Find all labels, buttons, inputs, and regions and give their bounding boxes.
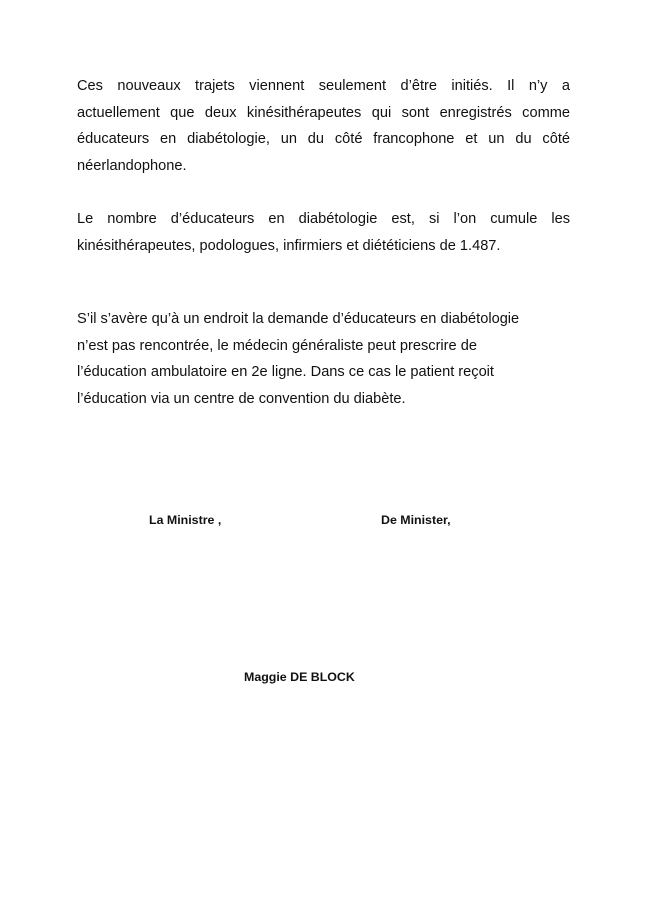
paragraph-new-trajectories bbox=[77, 73, 570, 179]
signature-name: Maggie DE BLOCK bbox=[244, 670, 355, 684]
paragraph-line: l’éducation ambulatoire en 2e ligne. Dans ce cas le patient reçoit bbox=[77, 364, 494, 380]
paragraph-line: éducateurs en diabétologie, un du côté francophone et un du côté bbox=[77, 131, 570, 147]
paragraph-ambulatory-education bbox=[77, 306, 557, 412]
paragraph-line: n’est pas rencontrée, le médecin généraliste peut prescrire de bbox=[77, 337, 477, 354]
paragraph-line: néerlandophone. bbox=[77, 157, 187, 174]
paragraph-educator-count bbox=[77, 206, 570, 259]
paragraph-line: l’éducation via un centre de convention du diabète. bbox=[77, 390, 406, 407]
paragraph-line: S’il s’avère qu’à un endroit la demande d’éducateurs en diabétologie bbox=[77, 311, 520, 327]
paragraph-line: Le nombre d’éducateurs en diabétologie est, si l’on cumule les bbox=[77, 211, 570, 227]
paragraph-line: Ces nouveaux trajets viennent seulement d’être initiés. Il n’y a bbox=[77, 78, 570, 94]
signature-title-fr: La Ministre , bbox=[149, 513, 222, 527]
paragraph-line: kinésithérapeutes, podologues, infirmiers et diététiciens de 1.487. bbox=[77, 237, 501, 254]
paragraph-line: actuellement que deux kinésithérapeutes qui sont enregistrés comme bbox=[77, 104, 570, 121]
signature-title-nl: De Minister, bbox=[381, 513, 451, 527]
